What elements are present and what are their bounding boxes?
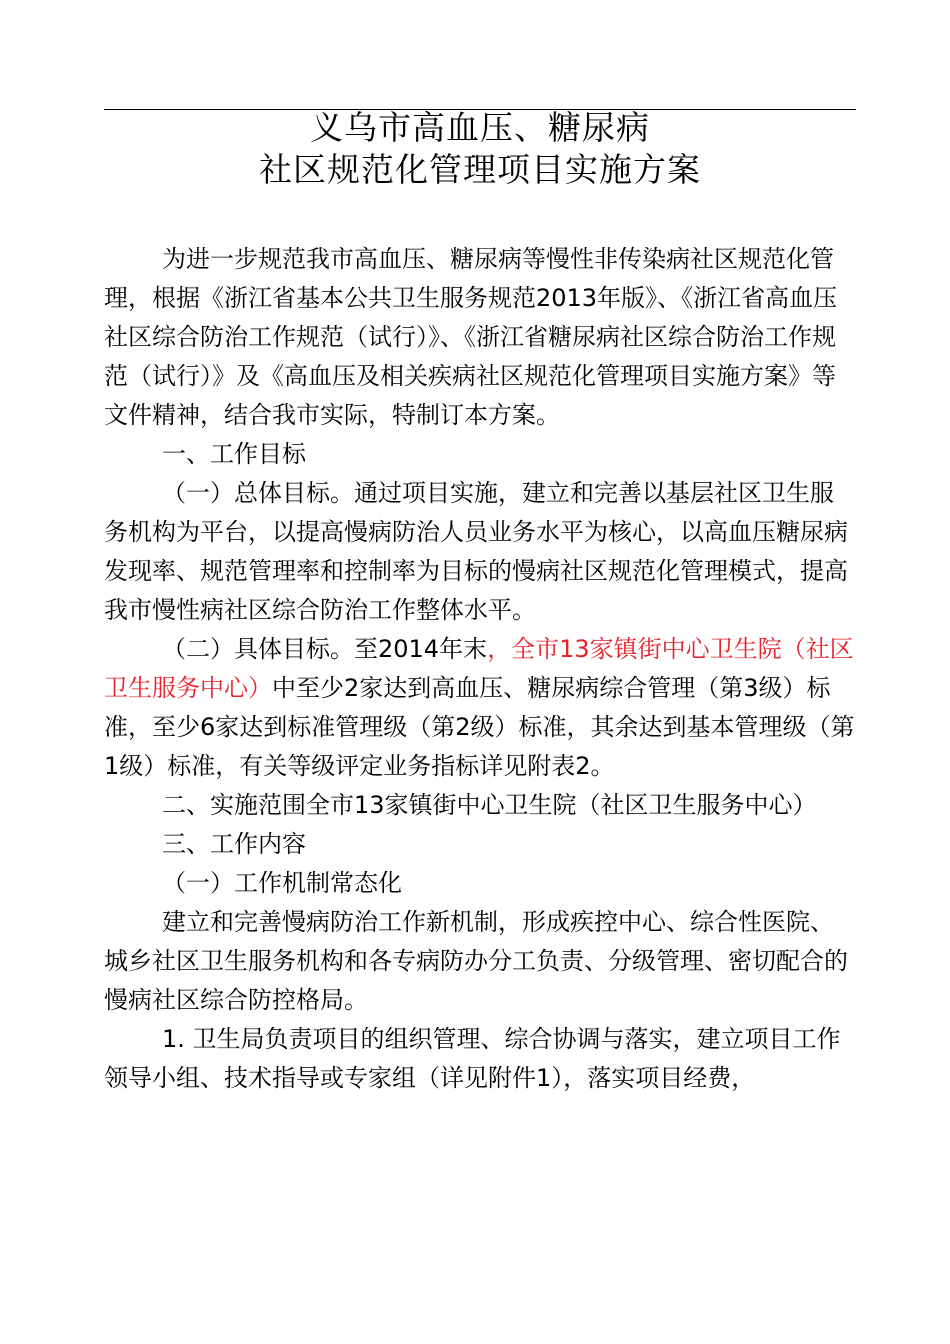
section3-heading: 三、工作内容 — [162, 830, 306, 858]
section1-heading: 一、工作目标 — [162, 440, 306, 468]
document-title-line1: 义乌市高血压、糖尿病 — [310, 108, 650, 147]
sub1-heading: （一）工作机制常态化 — [162, 869, 402, 897]
document-title-line2: 社区规范化管理项目实施方案 — [259, 150, 701, 189]
goal2-suffix: 中至少2家达到高血压、糖尿病综合管理（第3级）标准，至少6家达到标准管理级（第2级）标准，其余达到基本管理级（第1级）标准，有关等级评定业务指标详见附表2。 — [104, 674, 855, 780]
sub1-body: 建立和完善慢病防治工作新机制，形成疾控中心、综合性医院、城乡社区卫生服务机构和各专病防办分工负责、分级管理、密切配合的慢病社区综合防控格局。 — [104, 908, 848, 1014]
section2-paragraph: 二、实施范围全市13家镇街中心卫生院（社区卫生服务中心） — [162, 791, 817, 819]
goal2-highlight: ，全市13家镇街中心卫生院（社区卫生服务中心） — [104, 635, 854, 702]
item1-paragraph: 1. 卫生局负责项目的组织管理、综合协调与落实，建立项目工作领导小组、技术指导或专家组（详见附件1），落实项目经费， — [104, 1025, 841, 1092]
intro-paragraph: 为进一步规范我市高血压、糖尿病等慢性非传染病社区规范化管理，根据《浙江省基本公共卫生服务规范2013年版》、《浙江省高血压社区综合防治工作规范（试行）》、《浙江省糖尿病社区综合防治工作规范（试行）》及《高血压及相关疾病社区规范化管理项目实施方案》等文件精神，结合我市实际，特制订本方案。 — [104, 245, 838, 429]
goal2-prefix: （二）具体目标。至2014年末 — [162, 635, 488, 663]
document-body — [104, 240, 856, 1098]
goal1-paragraph: （一）总体目标。通过项目实施，建立和完善以基层社区卫生服务机构为平台，以提高慢病防治人员业务水平为核心，以高血压糖尿病发现率、规范管理率和控制率为目标的慢病社区规范化管理模式，提高我市慢性病社区综合防治工作整体水平。 — [104, 479, 848, 624]
goal2-paragraph — [104, 630, 856, 786]
